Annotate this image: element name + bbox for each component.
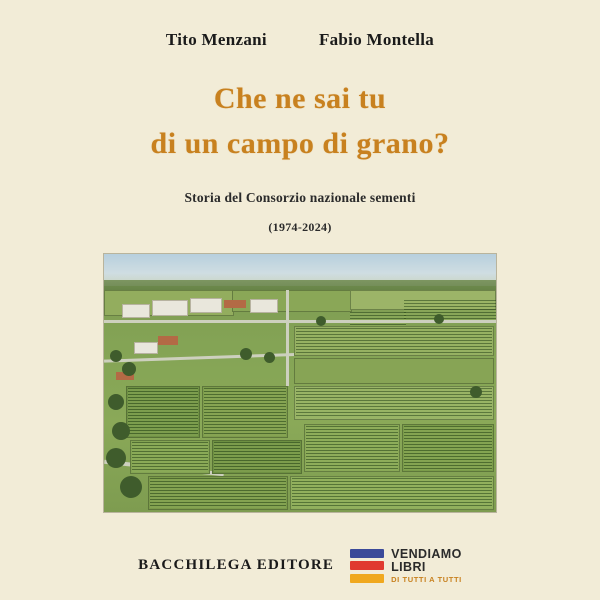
author-name-1: Tito Menzani xyxy=(165,30,267,49)
publisher-row xyxy=(0,548,600,584)
tree xyxy=(120,476,142,498)
field-strip xyxy=(296,388,492,418)
tree xyxy=(264,352,275,363)
building-roof xyxy=(158,336,178,345)
cover-photograph xyxy=(103,253,497,513)
road-vertical xyxy=(286,290,289,386)
publisher-name: BACCHILEGA EDITORE xyxy=(138,557,335,574)
field-strip xyxy=(150,478,286,508)
farm-building xyxy=(152,300,188,316)
book-bar-blue xyxy=(350,549,384,558)
fields-region xyxy=(104,290,496,512)
field-strip xyxy=(292,478,492,508)
book-bar-red xyxy=(350,561,384,570)
farm-building xyxy=(134,342,158,354)
tree xyxy=(470,386,482,398)
field-strip xyxy=(132,442,208,472)
logo-line-tagline: DI TUTTI A TUTTI xyxy=(391,575,462,585)
field-strip xyxy=(214,442,300,472)
books-icon xyxy=(350,549,384,583)
field-strip xyxy=(128,388,198,436)
field-strip xyxy=(306,426,398,470)
tree xyxy=(112,422,130,440)
tree xyxy=(108,394,124,410)
tree xyxy=(106,448,126,468)
field-strip xyxy=(204,388,286,436)
tree xyxy=(122,362,136,376)
tree xyxy=(240,348,252,360)
title-line-2: di un campo di grano? xyxy=(150,127,450,160)
logo-line-vendiamo: VENDIAMO xyxy=(391,546,462,561)
author-name-2: Fabio Montella xyxy=(318,30,435,49)
year-range: (1974-2024) xyxy=(268,220,332,234)
farm-building xyxy=(190,298,222,313)
logo-text xyxy=(391,548,462,584)
farm-building xyxy=(122,304,150,318)
subtitle: Storia del Consorzio nazionale sementi xyxy=(184,190,416,205)
subtitle-block xyxy=(184,190,415,235)
vendiamo-libri-logo xyxy=(350,548,462,584)
building-roof xyxy=(224,300,246,308)
book-bar-yellow xyxy=(350,574,384,583)
field-strip xyxy=(296,328,492,354)
tree xyxy=(434,314,444,324)
field-strip xyxy=(404,426,492,470)
tree xyxy=(110,350,122,362)
tree xyxy=(316,316,326,326)
farm-building xyxy=(250,299,278,313)
field-plot xyxy=(294,358,494,384)
field-strip xyxy=(404,300,496,322)
title-line-1: Che ne sai tu xyxy=(213,82,387,115)
page-title xyxy=(151,76,450,166)
logo-line-libri: LIBRI xyxy=(391,560,426,574)
authors-row xyxy=(166,30,434,50)
